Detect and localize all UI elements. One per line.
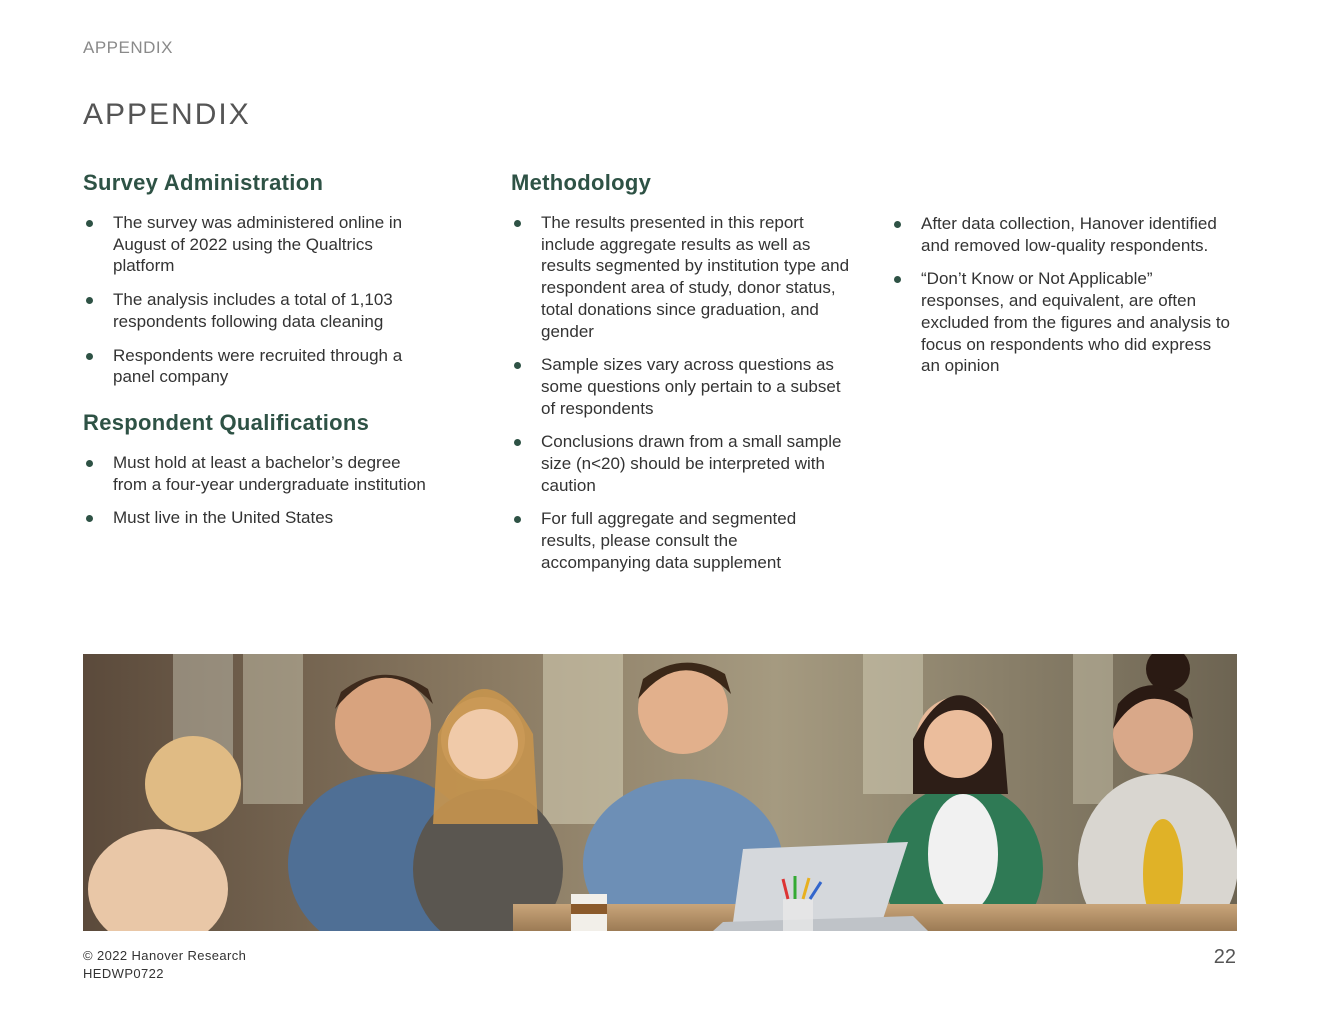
- bullet-icon: [86, 460, 93, 467]
- bullet-text: The analysis includes a total of 1,103 respondents following data cleaning: [113, 290, 393, 331]
- bullet-icon: [514, 439, 521, 446]
- bullet-text: After data collection, Hanover identified and removed low-quality respondents.: [921, 214, 1217, 255]
- list-item: [891, 213, 1231, 256]
- list-item: [83, 452, 428, 495]
- middle-column: [511, 170, 851, 586]
- methodology-heading: Methodology: [511, 170, 652, 195]
- team-meeting-photo: [83, 654, 1237, 931]
- respondent-qualifications-heading: Respondent Qualifications: [83, 409, 370, 435]
- bullet-icon: [86, 353, 93, 360]
- list-item: [83, 212, 428, 277]
- bullet-icon: [86, 220, 93, 227]
- survey-administration-heading: Survey Administration: [83, 170, 324, 195]
- running-header: APPENDIX: [83, 38, 173, 57]
- bullet-text: The results presented in this report include aggregate results as well as results segmented by institution type and respondent area of study, donor status, total donations since graduation, and gender: [541, 213, 850, 341]
- bullet-text: Conclusions drawn from a small sample size (n<20) should be interpreted with caution: [541, 432, 842, 495]
- bullet-icon: [86, 297, 93, 304]
- methodology-list-continued: [891, 213, 1231, 377]
- respondent-qualifications-list: [83, 452, 428, 529]
- list-item: [511, 508, 851, 573]
- list-item: [511, 212, 851, 342]
- bullet-text: Must live in the United States: [113, 508, 334, 528]
- bullet-text: “Don’t Know or Not Applicable” responses, and equivalent, are often excluded from the figures and analysis to focus on respondents who did express an opinion: [921, 269, 1231, 376]
- bullet-text: For full aggregate and segmented results, please consult the accompanying data supplement: [541, 509, 797, 572]
- list-item: [511, 354, 851, 419]
- copyright-text: © 2022 Hanover Research: [83, 948, 247, 963]
- list-item: [83, 345, 428, 388]
- bullet-icon: [514, 516, 521, 523]
- list-item: [83, 289, 428, 332]
- list-item: [511, 431, 851, 496]
- bullet-icon: [894, 221, 901, 228]
- page-number: 22: [1213, 946, 1236, 968]
- document-code: HEDWP0722: [83, 966, 164, 981]
- bullet-icon: [514, 220, 521, 227]
- right-column: [891, 213, 1231, 389]
- methodology-list: [511, 212, 851, 574]
- list-item: [83, 507, 428, 529]
- left-column: [83, 170, 428, 541]
- list-item: [891, 268, 1231, 377]
- bullet-icon: [894, 276, 901, 283]
- page-title: APPENDIX: [83, 98, 251, 131]
- bullet-icon: [86, 515, 93, 522]
- bullet-icon: [514, 362, 521, 369]
- bullet-text: The survey was administered online in August of 2022 using the Qualtrics platform: [113, 213, 403, 276]
- footer-copyright: [83, 947, 246, 983]
- survey-administration-list: [83, 212, 428, 388]
- bullet-text: Respondents were recruited through a panel company: [113, 345, 403, 387]
- bullet-text: Must hold at least a bachelor’s degree from a four-year undergraduate institution: [113, 452, 426, 494]
- bullet-text: Sample sizes vary across questions as some questions only pertain to a subset of respondents: [541, 355, 841, 418]
